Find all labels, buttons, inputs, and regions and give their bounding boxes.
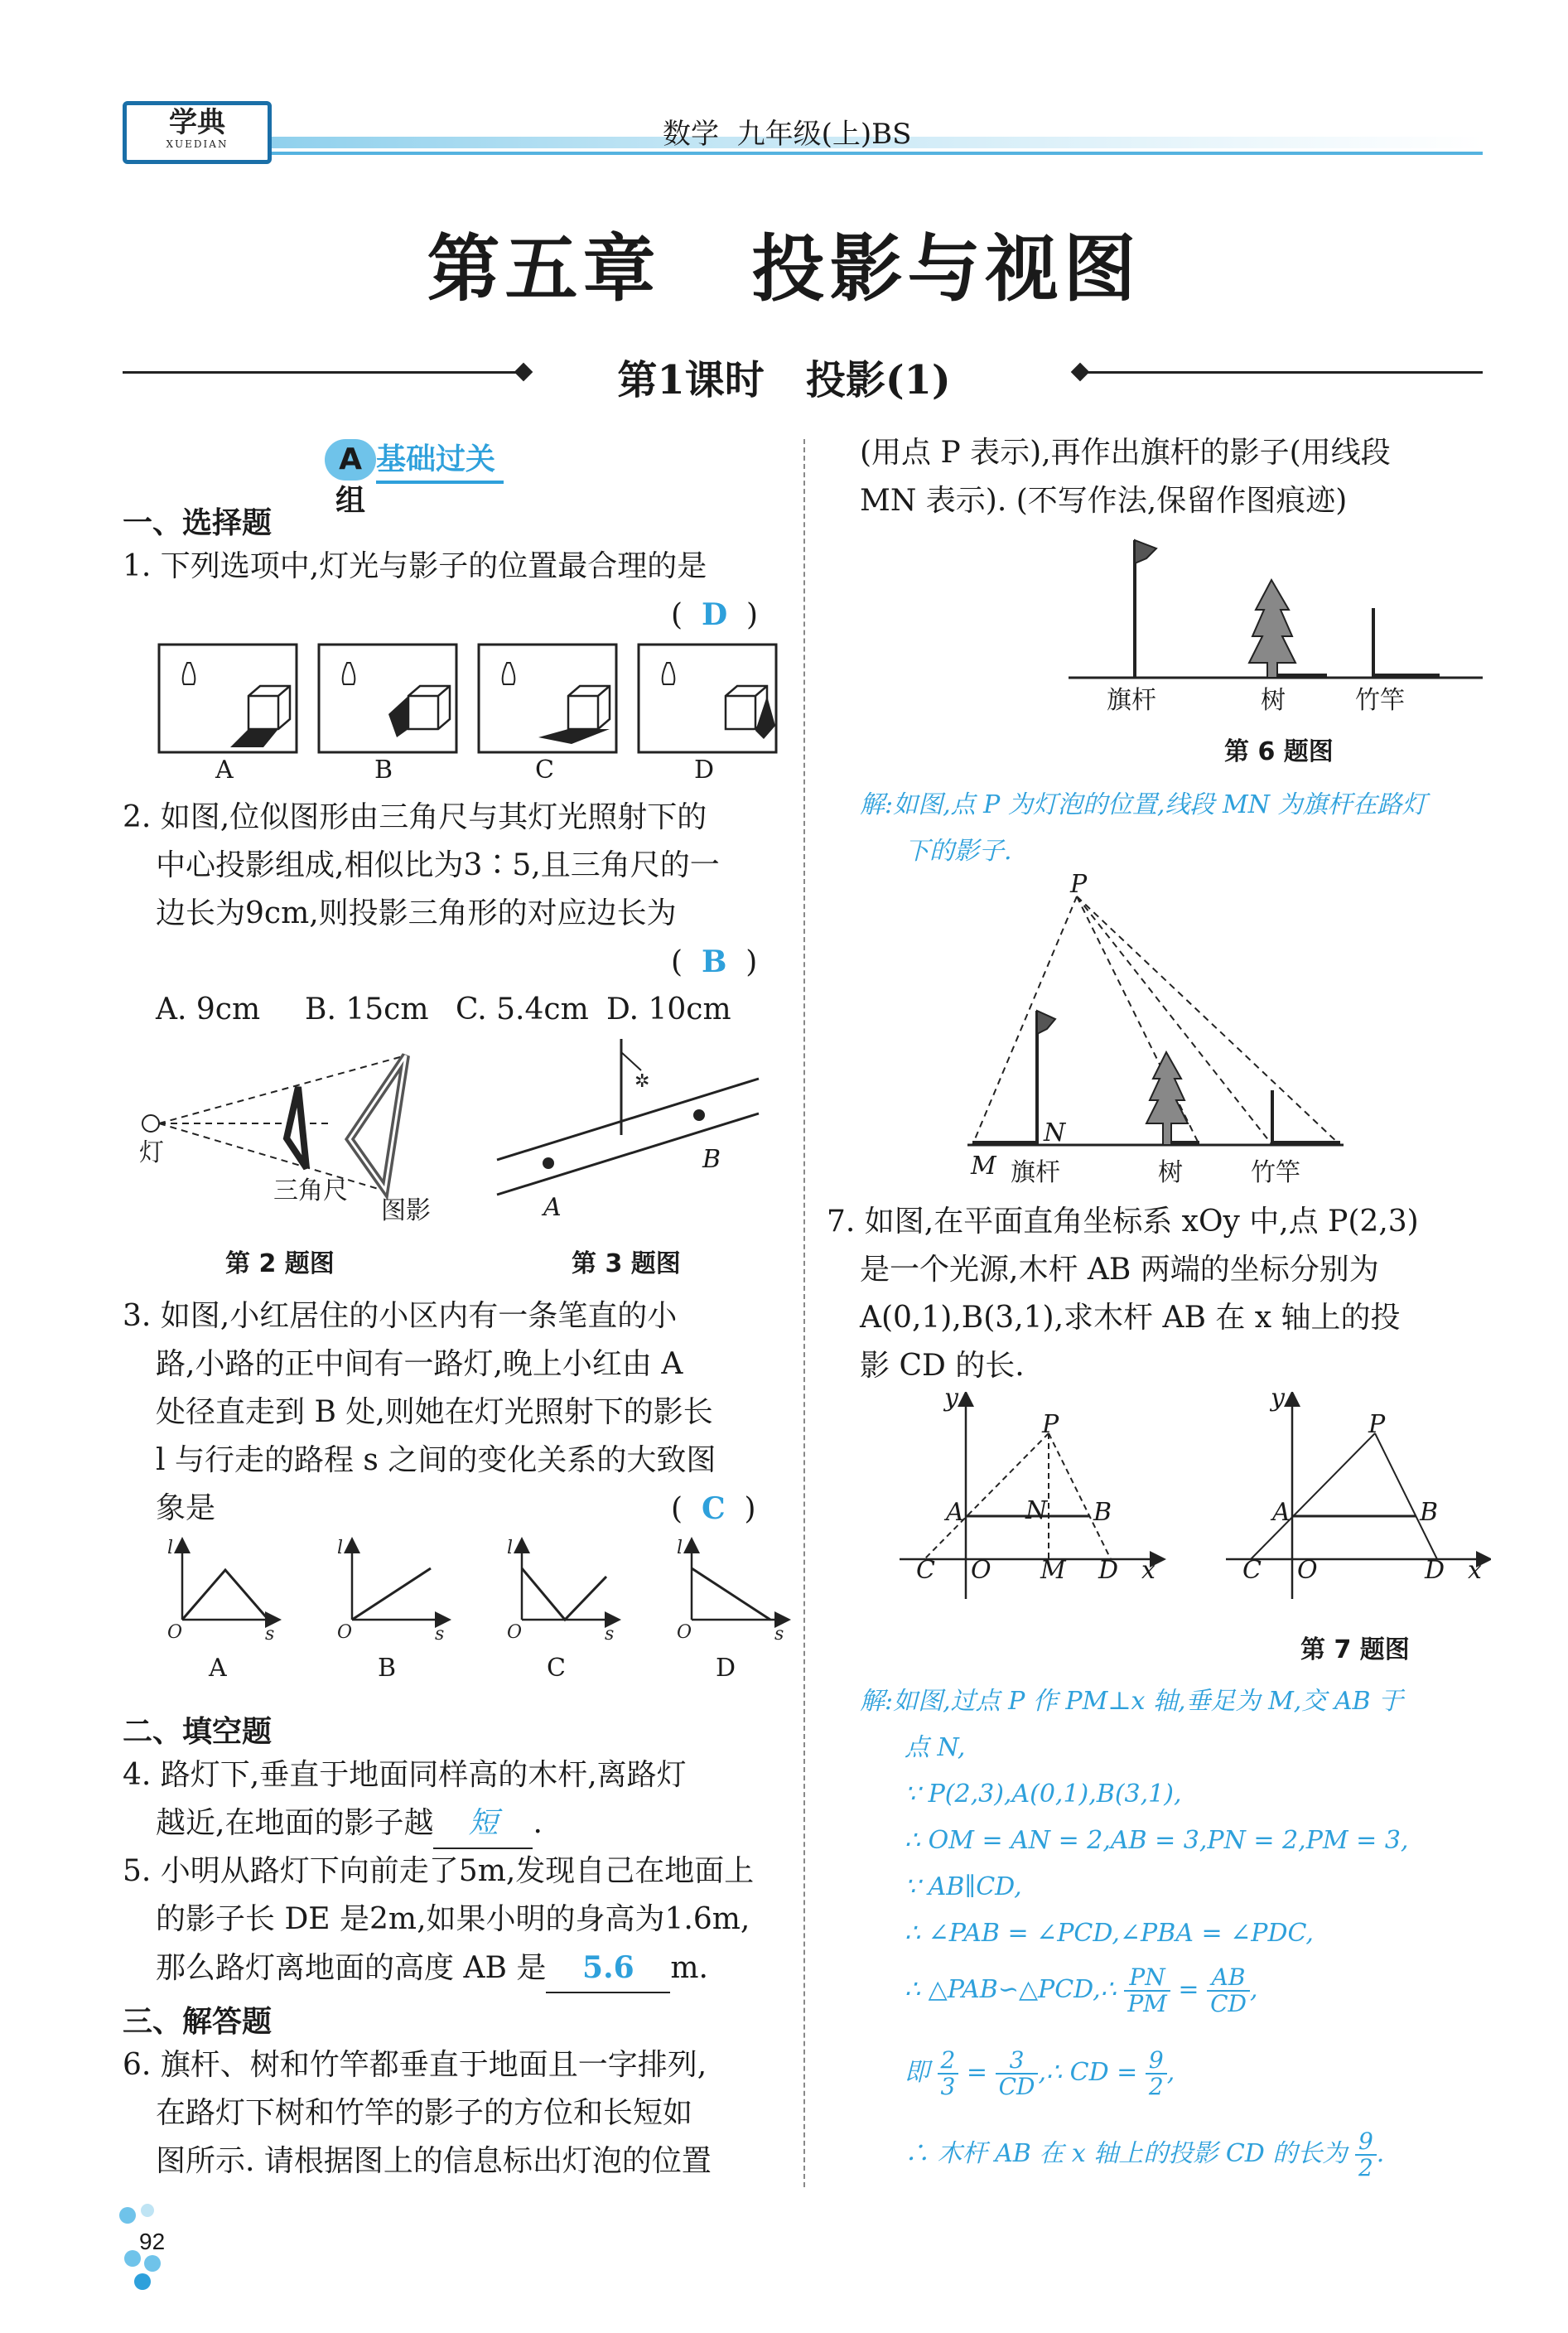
q7-left-d: D xyxy=(1098,1556,1119,1585)
q3-graph-c xyxy=(522,1568,606,1620)
q2-ruler-label: 三角尺 xyxy=(273,1176,348,1205)
column-divider xyxy=(803,439,805,2187)
q7-right-a: A xyxy=(1272,1498,1291,1527)
q3-graph-b xyxy=(352,1568,431,1620)
q1-answer: D xyxy=(701,597,728,632)
point-b xyxy=(693,1109,705,1121)
q2-answer: B xyxy=(701,944,727,979)
q7-solution-line4: ∴ OM = AN = 2,AB = 3,PN = 2,PM = 3, xyxy=(905,1826,1409,1855)
q7-left-x: x xyxy=(1141,1556,1155,1585)
q6-label-tree: 树 xyxy=(1261,686,1286,715)
tree-icon xyxy=(1249,580,1295,678)
q6-solution-line1: 解:如图,点 P 为灯泡的位置,线段 MN 为旗杆在路灯 xyxy=(860,790,1427,819)
lamp-icon xyxy=(343,663,355,684)
svg-text:s: s xyxy=(774,1624,784,1645)
q6-label-flag: 旗杆 xyxy=(1107,686,1156,715)
lamp-icon xyxy=(663,663,675,684)
section-fill: 二、填空题 xyxy=(123,1715,273,1749)
q7-left-o: O xyxy=(971,1556,991,1585)
q2-option-d: D. 10cm xyxy=(606,993,731,1026)
q7-left-b: B xyxy=(1093,1498,1112,1527)
q7-solution-line2: 点 N, xyxy=(905,1733,966,1762)
q6-solution-figure xyxy=(961,878,1350,1160)
q3-line4: l 与行走的路程 s 之间的变化关系的大致图 xyxy=(156,1443,716,1477)
q7-left-n: N xyxy=(1025,1496,1048,1525)
lamp-icon xyxy=(183,663,195,684)
q3-label-a: A xyxy=(543,1193,562,1222)
q6-solution-line2: 下的影子. xyxy=(905,837,1012,866)
q6-label-p: P xyxy=(1070,870,1088,899)
q1-option-a: A xyxy=(215,756,234,785)
q6-solution-label-flag: 旗杆 xyxy=(1011,1158,1060,1187)
q7-right-o: O xyxy=(1297,1556,1318,1585)
q6-line5: MN 表示). (不写作法,保留作图痕迹) xyxy=(860,484,1348,518)
svg-text:O: O xyxy=(677,1622,692,1643)
q4-line2: 越近,在地面的影子越 短 . xyxy=(156,1799,543,1849)
q7-solution-line6: ∴ ∠PAB = ∠PCD,∠PBA = ∠PDC, xyxy=(905,1919,1314,1948)
q7-solution-line3: ∵ P(2,3),A(0,1),B(3,1), xyxy=(905,1780,1182,1809)
q7-caption: 第 7 题图 xyxy=(1300,1635,1410,1664)
svg-text:O: O xyxy=(337,1622,353,1643)
page-number: 92 xyxy=(139,2229,166,2254)
q3-option-b: B xyxy=(378,1654,397,1683)
q7-right-y: y xyxy=(1271,1384,1285,1413)
q3-line1: 3. 如图,小红居住的小区内有一条笔直的小 xyxy=(123,1299,678,1333)
q1-answer-paren: ( D ) xyxy=(671,597,759,632)
q3-line2: 路,小路的正中间有一路灯,晚上小红由 A xyxy=(156,1347,683,1381)
q3-option-a: A xyxy=(209,1654,227,1683)
q1-shadow-a xyxy=(230,729,278,747)
q5-line1: 5. 小明从路灯下向前走了5m,发现自己在地面上 xyxy=(123,1854,755,1888)
q2-option-a: A. 9cm xyxy=(156,993,261,1026)
q3-line3: 处径直走到 B 处,则她在灯光照射下的影长 xyxy=(156,1395,713,1429)
q6-line1: 6. 旗杆、树和竹竿都垂直于地面且一字排列, xyxy=(123,2048,707,2082)
q6-solution-label-bamboo: 竹竿 xyxy=(1251,1158,1300,1187)
q7-left-p: P xyxy=(1042,1410,1059,1439)
q6-label-n: N xyxy=(1044,1118,1066,1147)
q7-solution-similar: ∴ △PAB∽△PCD,∴ $\frac{PN}{PM}$ = $\frac{AB}{CD}$ , xyxy=(905,1963,1258,2017)
q1-shadow-c xyxy=(538,729,610,744)
svg-text:s: s xyxy=(265,1624,275,1645)
triangle-ruler xyxy=(287,1087,306,1168)
header-title: 数学 九年级(上)BS xyxy=(663,118,912,151)
q3-answer: C xyxy=(701,1491,726,1526)
group-title: 基础过关 xyxy=(376,439,504,484)
q6-label-m: M xyxy=(971,1152,996,1181)
street-lamp-icon: ✲ xyxy=(634,1071,650,1092)
svg-text:s: s xyxy=(605,1624,615,1645)
logo xyxy=(123,101,272,164)
q1-options-figure xyxy=(149,638,787,804)
q2-shadow-label: 图影 xyxy=(381,1196,431,1225)
triangle-shadow xyxy=(350,1055,406,1190)
svg-text:O: O xyxy=(507,1622,523,1643)
q7-line4: 影 CD 的长. xyxy=(860,1349,1025,1383)
svg-text:O: O xyxy=(167,1622,183,1643)
q6-solution-label-tree: 树 xyxy=(1158,1158,1183,1187)
q6-caption: 第 6 题图 xyxy=(1224,737,1334,766)
q2-line1: 2. 如图,位似图形由三角尺与其灯光照射下的 xyxy=(123,800,707,834)
q3-figure xyxy=(489,1036,770,1226)
q7-right-x: x xyxy=(1468,1556,1482,1585)
q6-line4: (用点 P 表示),再作出旗杆的影子(用线段 xyxy=(860,436,1391,470)
q6-line2: 在路灯下树和竹竿的影子的方位和长短如 xyxy=(156,2096,693,2130)
q7-line1: 7. 如图,在平面直角坐标系 xOy 中,点 P(2,3) xyxy=(827,1205,1419,1239)
q7-right-d: D xyxy=(1425,1556,1445,1585)
q2-option-b: B. 15cm xyxy=(305,993,429,1026)
q6-line3: 图所示. 请根据图上的信息标出灯泡的位置 xyxy=(156,2144,712,2178)
q7-solution-final: ∴ 木杆 AB 在 x 轴上的投影 CD 的长为 $\frac{9}{2}$ . xyxy=(905,2128,1385,2181)
q1-shadow-b xyxy=(388,696,408,737)
q6-label-bamboo: 竹竿 xyxy=(1355,686,1405,715)
point-a xyxy=(543,1157,554,1169)
q5-answer: 5.6 xyxy=(546,1944,670,1993)
lesson-title: 第1课时 投影(1) xyxy=(617,357,951,403)
q2-caption: 第 2 题图 xyxy=(225,1249,335,1278)
light-bulb-icon xyxy=(142,1115,159,1132)
q4-answer: 短 xyxy=(433,1799,533,1849)
q1-text: 1. 下列选项中,灯光与影子的位置最合理的是 xyxy=(123,549,707,583)
svg-text:l: l xyxy=(507,1538,514,1558)
q2-answer-paren: ( B ) xyxy=(671,944,758,979)
q3-option-graphs xyxy=(149,1537,795,1645)
q5-line3: 那么路灯离地面的高度 AB 是 5.6 m. xyxy=(156,1944,708,1993)
q2-line3: 边长为9cm,则投影三角形的对应边长为 xyxy=(156,896,677,930)
svg-text:l: l xyxy=(677,1538,683,1558)
q2-lamp-label: 灯 xyxy=(139,1138,164,1167)
svg-text:s: s xyxy=(435,1624,445,1645)
q7-line2: 是一个光源,木杆 AB 两端的坐标分别为 xyxy=(860,1253,1379,1287)
q1-option-c: C xyxy=(535,756,554,785)
q7-right-c: C xyxy=(1242,1556,1262,1585)
q7-left-y: y xyxy=(944,1384,958,1413)
header-line xyxy=(124,152,1483,155)
q2-line2: 中心投影组成,相似比为3∶5,且三角尺的一 xyxy=(156,848,720,882)
q5-line2: 的影子长 DE 是2m,如果小明的身高为1.6m, xyxy=(156,1902,750,1936)
q7-left-a: A xyxy=(946,1498,964,1527)
q7-solution-line1: 解:如图,过点 P 作 PM⊥x 轴,垂足为 M,交 AB 于 xyxy=(860,1687,1404,1716)
q3-answer-paren: ( C ) xyxy=(671,1491,756,1526)
q7-right-b: B xyxy=(1420,1498,1439,1527)
q4-line1: 4. 路灯下,垂直于地面同样高的木杆,离路灯 xyxy=(123,1758,687,1792)
q3-graph-a xyxy=(182,1570,268,1620)
group-badge: A组 xyxy=(325,439,376,481)
q3-graph-d xyxy=(692,1568,770,1620)
q1-option-b: B xyxy=(374,756,393,785)
logo-en: XUEDIAN xyxy=(166,138,229,150)
q2-option-c: C. 5.4cm xyxy=(456,993,589,1026)
section-solve: 三、解答题 xyxy=(123,2005,273,2039)
q3-line5: 象是 xyxy=(156,1491,216,1525)
q6-figure xyxy=(1060,530,1491,688)
q3-label-b: B xyxy=(702,1145,721,1174)
svg-text:l: l xyxy=(337,1538,344,1558)
q7-left-m: M xyxy=(1040,1556,1066,1585)
q3-option-d: D xyxy=(716,1654,736,1683)
q7-solution-line5: ∵ AB∥CD, xyxy=(905,1872,1022,1901)
q7-left-c: C xyxy=(916,1556,935,1585)
q7-solution-ratio: 即 $\frac{2}{3}$ = $\frac{3}{CD}$ ,∴ CD = $\frac{9}{2}$ , xyxy=(905,2046,1175,2100)
logo-cn: 学典 xyxy=(169,106,225,139)
q3-option-c: C xyxy=(547,1654,566,1683)
lamp-icon xyxy=(503,663,515,684)
q7-line3: A(0,1),B(3,1),求木杆 AB 在 x 轴上的投 xyxy=(860,1301,1401,1335)
q7-right-p: P xyxy=(1368,1410,1386,1439)
q1-option-d: D xyxy=(694,756,715,785)
chapter-title: 第五章 投影与视图 xyxy=(427,226,1141,312)
section-choice: 一、选择题 xyxy=(123,506,273,540)
q3-caption: 第 3 题图 xyxy=(572,1249,681,1278)
svg-text:l: l xyxy=(167,1538,174,1558)
flag-icon xyxy=(1135,540,1156,563)
